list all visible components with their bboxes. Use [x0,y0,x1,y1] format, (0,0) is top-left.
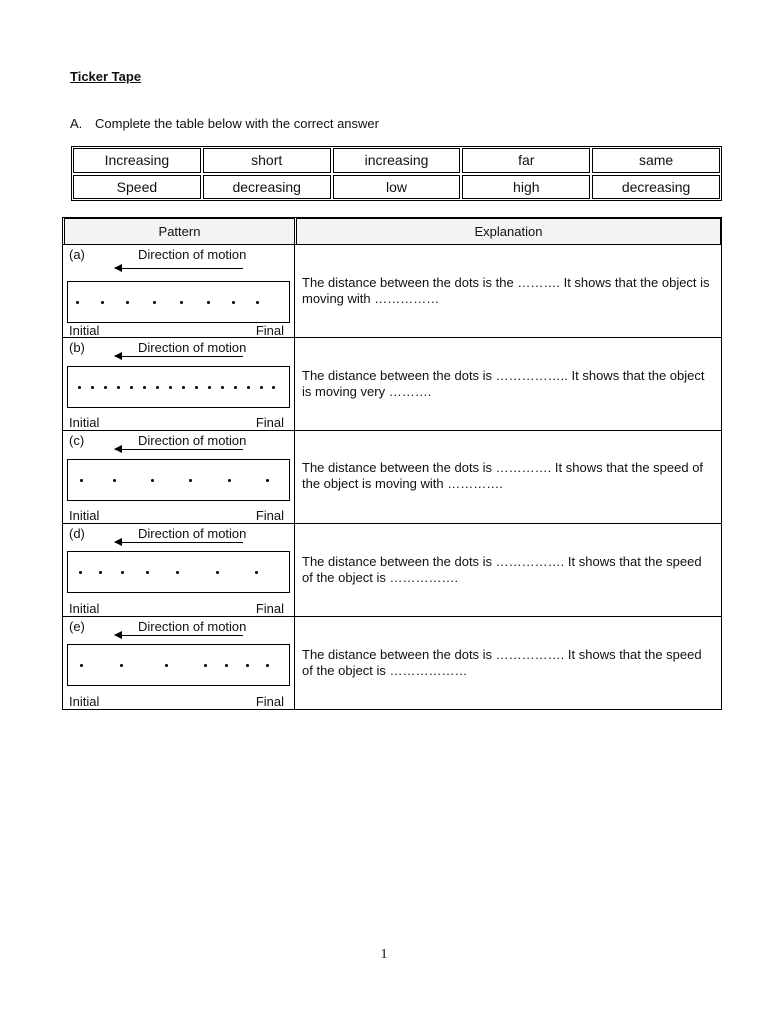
tape-dot [180,301,183,304]
tape-dot [156,386,159,389]
explanation-text: The distance between the dots is …………. It shows that the speed of the object is moving with …………. [302,460,704,491]
word-bank-cell: high [462,175,590,200]
tape-dot [225,664,228,667]
left-arrow-icon [115,268,243,269]
tape-dot [104,386,107,389]
table-row [63,337,721,430]
tape-dot [176,571,179,574]
tape-dot [228,479,231,482]
word-bank-table [71,146,722,201]
row-label: (e) [69,619,85,634]
tape-dot [143,386,146,389]
tape-dot [99,571,102,574]
tape-dot [216,571,219,574]
ticker-tape [67,366,290,408]
tape-dot [234,386,237,389]
tape-dot [255,571,258,574]
pattern-cell [63,524,295,616]
final-label: Final [255,323,284,338]
tape-dot [121,571,124,574]
tape-dot [151,479,154,482]
direction-label: Direction of motion [138,619,247,634]
ticker-tape [67,644,290,686]
direction-label: Direction of motion [138,340,247,355]
explanation-text: The distance between the dots is the ………. It shows that the object is moving with …………… [302,275,710,306]
tape-dot [101,301,104,304]
initial-label: Initial [69,415,100,430]
word-bank-cell: Speed [73,175,201,200]
pattern-cell [63,431,295,523]
explanation-text: The distance between the dots is ……………. It shows that the speed of the object is ……………. [302,554,702,585]
ticker-tape [67,281,290,323]
tape-dot [165,664,168,667]
table-row [63,523,721,616]
tape-dot [256,301,259,304]
row-label: (d) [69,526,85,541]
tape-dot [246,664,249,667]
row-label: (b) [69,340,85,355]
tape-dot [153,301,156,304]
tape-dot [260,386,263,389]
word-bank-cell: decreasing [203,175,331,200]
tape-dot [126,301,129,304]
tape-dot [117,386,120,389]
ticker-tape [67,459,290,501]
tape-dot [247,386,250,389]
explanation-header: Explanation [296,218,721,245]
tape-dot [169,386,172,389]
tape-dot [208,386,211,389]
section-text: Complete the table below with the correct answer [95,116,379,131]
direction-label: Direction of motion [138,433,247,448]
word-bank-cell: short [203,148,331,173]
row-label: (c) [69,433,85,448]
page-number: 1 [380,947,388,962]
initial-label: Initial [69,323,100,338]
word-bank-cell: far [462,148,590,173]
tape-dot [232,301,235,304]
word-bank-cell: Increasing [73,148,201,173]
direction-label: Direction of motion [138,526,247,541]
table-row [63,616,721,709]
tape-dot [130,386,133,389]
final-label: Final [255,508,284,523]
tape-dot [79,571,82,574]
row-label: (a) [69,247,85,262]
word-bank-cell: low [333,175,461,200]
tape-dot [266,664,269,667]
table-row [63,430,721,523]
table-row [63,244,721,337]
tape-dot [120,664,123,667]
tape-dot [80,479,83,482]
word-bank-cell: decreasing [592,175,720,200]
ticker-tape [67,551,290,593]
tape-dot [266,479,269,482]
explanation-text: The distance between the dots is …………….. It shows that the object is moving very ………. [302,368,705,399]
left-arrow-icon [115,542,243,543]
tape-dot [91,386,94,389]
tape-dot [146,571,149,574]
pattern-cell [63,338,295,430]
tape-dot [207,301,210,304]
pattern-cell [63,617,295,709]
initial-label: Initial [69,508,100,523]
initial-label: Initial [69,694,100,709]
final-label: Final [255,601,284,616]
tape-dot [204,664,207,667]
pattern-header: Pattern [64,218,295,245]
left-arrow-icon [115,635,243,636]
tape-dot [76,301,79,304]
tape-dot [182,386,185,389]
tape-dot [221,386,224,389]
tape-dot [80,664,83,667]
pattern-cell [63,245,295,337]
tape-dot [195,386,198,389]
section-letter: A. [70,116,83,131]
word-bank-cell: same [592,148,720,173]
left-arrow-icon [115,356,243,357]
tape-dot [189,479,192,482]
explanation-text: The distance between the dots is ……………. It shows that the speed of the object is ……………… [302,647,702,678]
ticker-tape-table [62,217,722,710]
left-arrow-icon [115,449,243,450]
tape-dot [272,386,275,389]
worksheet-title: Ticker Tape [70,69,142,84]
section-instruction [70,116,379,131]
direction-label: Direction of motion [138,247,247,262]
tape-dot [113,479,116,482]
initial-label: Initial [69,601,100,616]
final-label: Final [255,694,284,709]
final-label: Final [255,415,284,430]
tape-dot [78,386,81,389]
word-bank-cell: increasing [333,148,461,173]
